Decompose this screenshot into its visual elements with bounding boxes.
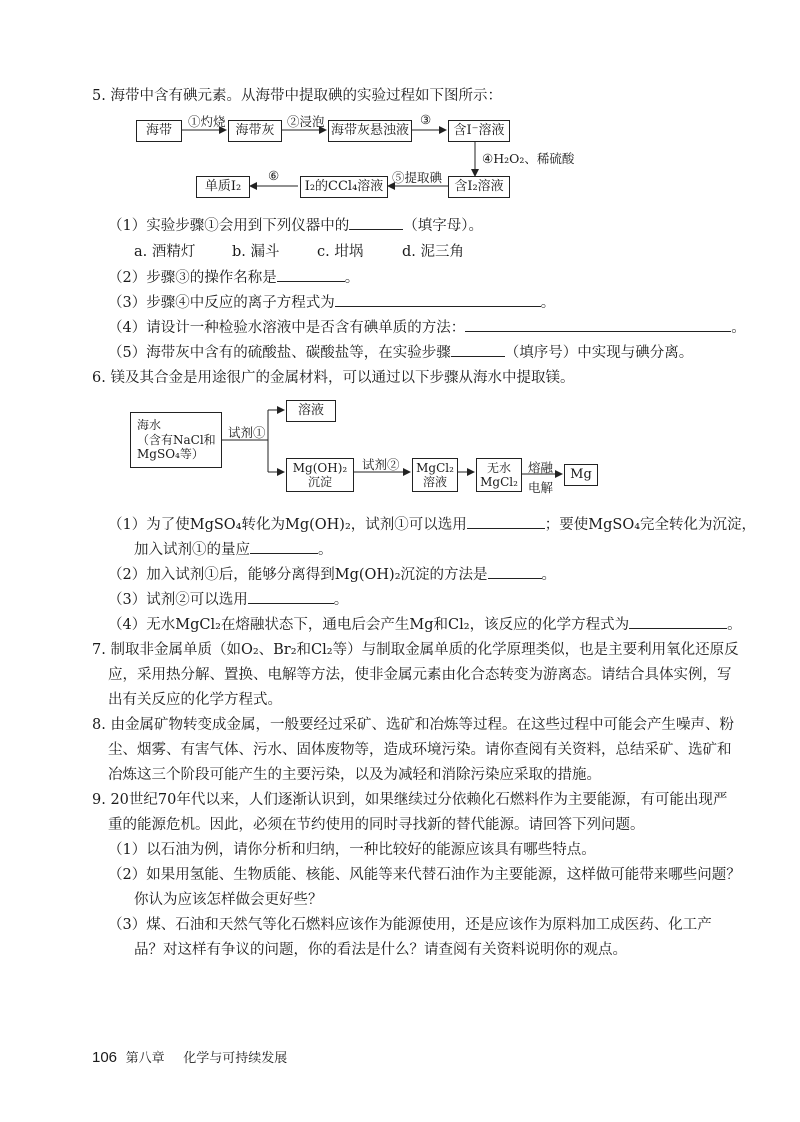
flow-box-iodide-solution: 含I⁻溶液 <box>448 120 510 142</box>
chapter-title: 化学与可持续发展 <box>183 1051 288 1066</box>
step-label-6: ⑥ <box>268 168 280 183</box>
q5-part4: （4）请设计一种检验水溶液中是否含有碘单质的方法： 。 <box>108 316 746 337</box>
q6-part1: （1）为了使MgSO₄转化为Mg(OH)₂，试剂①可以选用 ；要使MgSO₄完全转化为沉淀， <box>108 513 756 534</box>
step-label-4: ④H₂O₂、稀硫酸 <box>482 151 575 166</box>
option-b: b. 漏斗 <box>232 244 280 260</box>
q6-part1-cont: 加入试剂①的量应 。 <box>134 538 333 559</box>
q8-line3: 冶炼这三个阶段可能产生的主要污染，以及为减轻和消除污染应采取的措施。 <box>108 767 601 783</box>
q6-flow-diagram <box>0 0 800 500</box>
flow-box-seaweed-ash: 海带灰 <box>228 120 282 142</box>
reagent-2-label: 试剂② <box>362 457 400 472</box>
step-label-5: ⑤提取碘 <box>392 170 443 185</box>
page-footer <box>92 1047 287 1066</box>
q5-part3: （3）步骤④中反应的离子方程式为 。 <box>108 291 555 312</box>
flow-box-ash-suspension: 海带灰悬浊液 <box>328 120 412 142</box>
flow-box-seawater: 海水 （含有NaCl和 MgSO₄等） <box>130 412 222 468</box>
flow-box-anhydrous-mgcl2: 无水 MgCl₂ <box>476 458 522 492</box>
q9-part2b: 你认为应该怎样做会更好些？ <box>134 892 323 908</box>
q5-stem: 5. 海带中含有碘元素。从海带中提取碘的实验过程如下图所示： <box>92 88 502 104</box>
flow-box-iodine-ccl4: I₂的CCl₄溶液 <box>300 176 388 198</box>
q9-part3b: 品？对这样有争议的问题，你的看法是什么？请查阅有关资料说明你的观点。 <box>134 942 627 958</box>
q9-line1: 9. 20世纪70年代以来，人们逐渐认识到，如果继续过分依赖化石燃料作为主要能源，有可能出现严 <box>92 792 728 808</box>
q9-part2a: （2）如果用氢能、生物质能、核能、风能等来代替石油作为主要能源，这样做可能带来哪些问题？ <box>108 867 741 883</box>
q6-part2: （2）加入试剂①后，能够分离得到Mg(OH)₂沉淀的方法是 。 <box>108 563 556 584</box>
q6-part3: （3）试剂②可以选用 。 <box>108 588 348 609</box>
q7-line1: 7. 制取非金属单质（如O₂、Br₂和Cl₂等）与制取金属单质的化学原理类似，也是主要利用氧化还原反 <box>92 642 739 658</box>
option-d: d. 泥三角 <box>402 244 464 260</box>
q9-part1: （1）以石油为例，请你分析和归纳，一种比较好的能源应该具有哪些特点。 <box>108 842 596 858</box>
q9-part3a: （3）煤、石油和天然气等化石燃料应该作为能源使用，还是应该作为原料加工成医药、化工产 <box>108 917 712 933</box>
page-number: 106 <box>92 1049 118 1066</box>
flow-box-mgoh2-precipitate: Mg(OH)₂ 沉淀 <box>286 458 354 492</box>
q8-line1: 8. 由金属矿物转变成金属，一般要经过采矿、选矿和冶炼等过程。在这些过程中可能会产生噪声、粉 <box>92 717 734 733</box>
q7-line2: 应，采用热分解、置换、电解等方法，使非金属元素由化合态转变为游离态。请结合具体实例，写 <box>108 667 732 683</box>
flow-box-solution: 溶液 <box>286 400 336 422</box>
reagent-1-label: 试剂① <box>228 425 266 440</box>
chapter-label: 第八章 <box>125 1051 165 1066</box>
molten-label: 熔融 <box>528 460 554 475</box>
flow-box-mg: Mg <box>564 464 598 486</box>
q9-line2: 重的能源危机。因此，必须在节约使用的同时寻找新的替代能源。请回答下列问题。 <box>108 817 645 833</box>
q8-line2: 尘、烟雾、有害气体、污水、固体废物等，造成环境污染。请你查阅有关资料，总结采矿、选矿和 <box>108 742 732 758</box>
flow-box-seaweed: 海带 <box>136 120 182 142</box>
step-label-1: ①灼烧 <box>188 114 226 129</box>
electrolysis-label: 电解 <box>528 480 554 495</box>
q6-part4: （4）无水MgCl₂在熔融状态下，通电后会产生Mg和Cl₂，该反应的化学方程式为 。 <box>108 613 742 634</box>
flow-box-mgcl2-solution: MgCl₂ 溶液 <box>412 458 458 492</box>
q5-part1: （1）实验步骤①会用到下列仪器中的 （填字母）。 <box>108 214 483 235</box>
step-label-3: ③ <box>420 112 432 127</box>
flow-box-iodine-solution: 含I₂溶液 <box>448 176 510 198</box>
q6-stem: 6. 镁及其合金是用途很广的金属材料，可以通过以下步骤从海水中提取镁。 <box>92 370 575 386</box>
q7-line3: 出有关反应的化学方程式。 <box>108 692 282 708</box>
option-a: a. 酒精灯 <box>134 244 196 260</box>
q5-part5: （5）海带灰中含有的硫酸盐、碳酸盐等，在实验步骤 （填序号）中实现与碘分离。 <box>108 341 693 362</box>
step-label-2: ②浸泡 <box>287 114 325 129</box>
option-c: c. 坩埚 <box>317 244 364 260</box>
q5-part2: （2）步骤③的操作名称是 。 <box>108 266 359 287</box>
flow-box-elemental-iodine: 单质I₂ <box>196 176 250 198</box>
